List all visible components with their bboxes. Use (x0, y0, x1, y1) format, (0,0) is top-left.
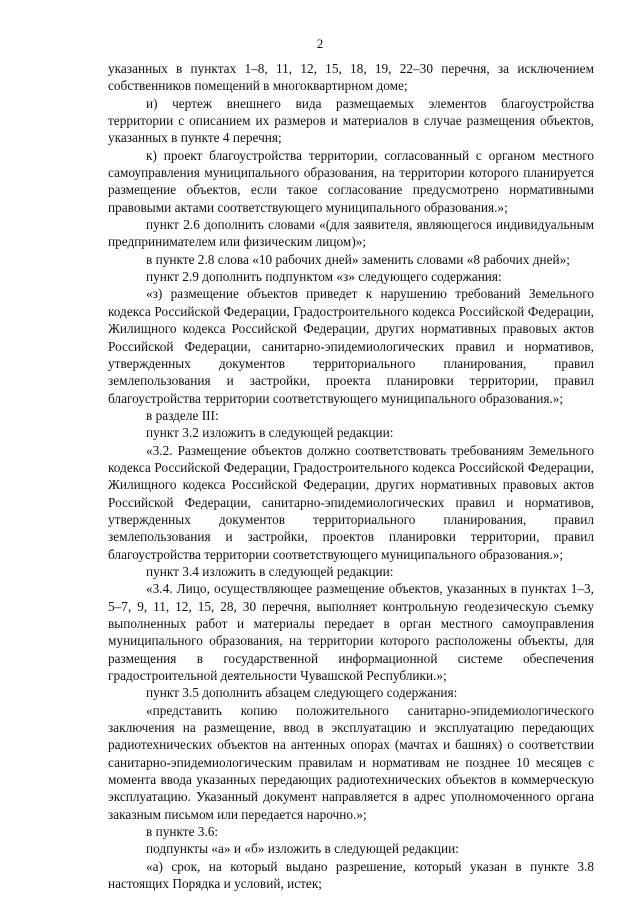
paragraph: «а) срок, на который выдано разрешение, который указан в пункте 3.8 настоящих Порядка и условий, истек; (108, 858, 594, 892)
paragraph: в пункте 2.8 слова «10 рабочих дней» заменить словами «8 рабочих дней»; (146, 251, 571, 267)
paragraph: пункт 2.6 дополнить словами «(для заявителя, являющегося индивидуальным предпринимателем или физическим лицом)»; (108, 217, 594, 250)
paragraph: пункт 2.9 дополнить подпунктом «з» следующего содержания: (146, 269, 502, 285)
paragraph: пункт 3.4 изложить в следующей редакции: (146, 563, 394, 579)
paragraph: в разделе III: (146, 407, 219, 423)
page-number: 2 (316, 36, 324, 51)
paragraph: «з) размещение объектов приведет к нарушению требований Земельного кодекса Российской Федерации, Градостроительного кодекса Российской Федерации, Жилищного кодекса Российской Федерации, других нормативных правовых актов Российской Федерации, санитарно-эпидемиологических правил и нормативов, утвержденных документов территориального планирования, правил землепользования и застройки, проекта планировки территории, правил благоустройства территории соответствующего муниципального образования.»; (108, 286, 594, 406)
paragraph: пункт 3.5 дополнить абзацем следующего содержания: (146, 685, 458, 701)
paragraph: указанных в пунктах 1–8, 11, 12, 15, 18, 19, 22–30 перечня, за исключением собственников помещений в многоквартирном доме; (108, 61, 594, 94)
paragraph: пункт 3.2 изложить в следующей редакции: (146, 425, 394, 441)
paragraph: подпункты «а» и «б» изложить в следующей редакции: (146, 841, 459, 857)
paragraph: в пункте 3.6: (146, 824, 219, 840)
paragraph: «представить копию положительного санитарно-эпидемиологического заключения на размещение, ввод в эксплуатацию и эксплуатацию передающих радиотехнических объектов на антенных опорах (мачтах и башнях) о соответствии санитарно-эпидемиологическим правилам и нормативам не позднее 10 месяцев с момента ввода указанных передающих радиотехнических объектов в коммерческую эксплуатацию. Указанный документ направляется в адрес уполномоченного органа заказным письмом или передается нарочно.»; (108, 702, 594, 822)
paragraph: «3.4. Лицо, осуществляющее размещение объектов, указанных в пунктах 1–3, 5–7, 9, 11, 12, 15, 28, 30 перечня, выполняет контрольную геодезическую съемку выполненных работ и материалы передает в орган местного самоуправления муниципального образования, на территории которого расположены объекты, для размещения в государственной информационной системе обеспечения градостроительной деятельности Чувашской Республики.»; (108, 581, 594, 684)
paragraph: «3.2. Размещение объектов должно соответствовать требованиям Земельного кодекса Российской Федерации, Градостроительного кодекса Российской Федерации, Жилищного кодекса Российской Федерации, других нормативных правовых актов Российской Федерации, санитарно-эпидемиологических правил и нормативов, утвержденных документов территориального планирования, правил землепользования и застройки, проектов планировки территории, правил благоустройства территории соответствующего муниципального образования.»; (108, 442, 594, 562)
paragraph: и) чертеж внешнего вида размещаемых элементов благоустройства территории с описанием их размеров и материалов в случае размещения объектов, указанных в пункте 4 перечня; (108, 95, 594, 146)
paragraph: к) проект благоустройства территории, согласованный с органом местного самоуправления муниципального образования, на территории которого планируется размещение объектов, если такое согласование предусмотрено нормативными правовыми актами соответствующего муниципального образования.»; (108, 147, 594, 215)
document-body (108, 60, 594, 893)
